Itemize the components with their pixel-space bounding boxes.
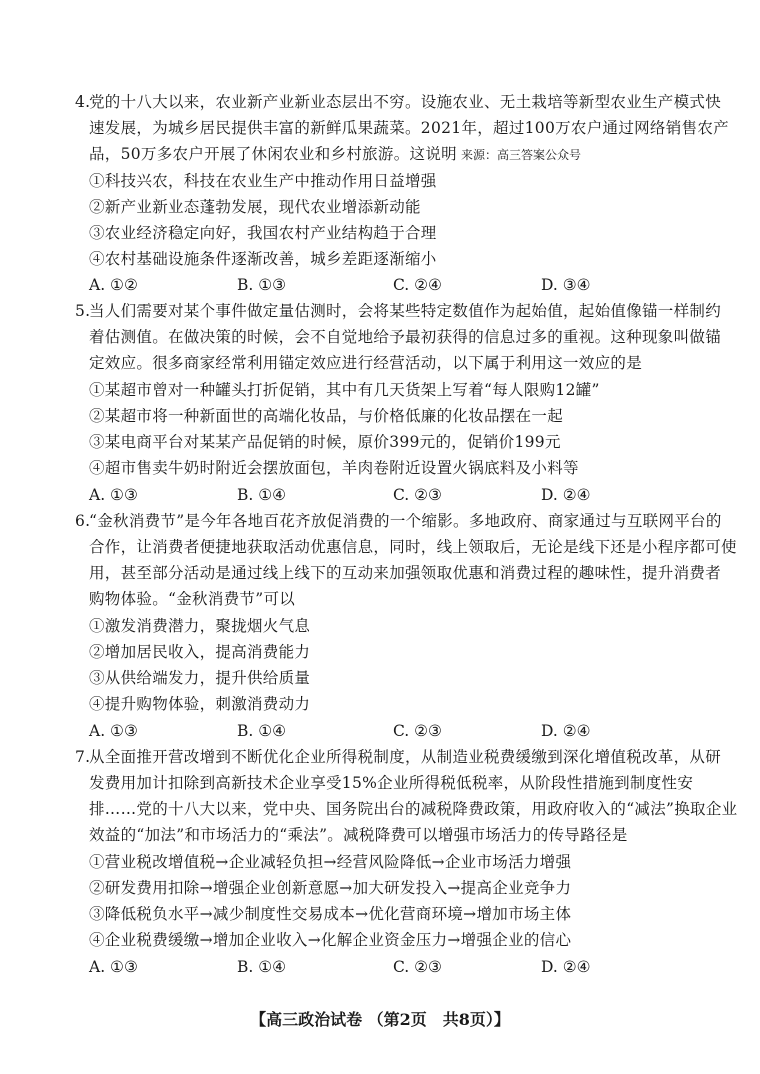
question-stem-line: 定效应。很多商家经常利用锚定效应进行经营活动，以下属于利用这一效应的是	[89, 354, 643, 372]
option-statement: ③降低税负水平→减少制度性交易成本→优化营商环境→增加市场主体	[89, 905, 572, 923]
page-footer: 【高三政治试卷 （第2页 共8页）】	[250, 1010, 510, 1029]
answer-choices	[89, 957, 609, 977]
choice-d: D. ②④	[541, 486, 591, 504]
option-statement: ④农村基础设施条件逐渐改善，城乡差距逐渐缩小	[89, 250, 437, 268]
question-stem-line: 用，甚至部分活动是通过线上线下的互动来加强领取优惠和消费过程的趣味性，提升消费者	[89, 564, 722, 582]
choice-d: D. ③④	[541, 276, 591, 294]
question-stem-line: 当人们需要对某个事件做定量估测时，会将某些特定数值作为起始值，起始值像锚一样制约	[89, 302, 722, 320]
choice-c: C. ②③	[393, 958, 442, 976]
choice-c: C. ②③	[393, 722, 442, 740]
choice-d: D. ②④	[541, 722, 591, 740]
option-statement: ①某超市曾对一种罐头打折促销，其中有几天货架上写着“每人限购12罐”	[89, 381, 600, 399]
option-statement: ②新产业新业态蓬勃发展，现代农业增添新动能	[89, 198, 421, 216]
choice-b: B. ①④	[237, 486, 287, 504]
option-statement: ①激发消费潜力，聚拢烟火气息	[89, 617, 311, 635]
question-stem-line: 购物体验。“金秋消费节”可以	[89, 590, 296, 608]
option-statement: ②某超市将一种新面世的高端化妆品，与价格低廉的化妆品摆在一起	[89, 407, 564, 425]
choice-c: C. ②④	[393, 276, 442, 294]
question-stem-line: 发费用加计扣除到高新技术企业享受15%企业所得税低税率，从阶段性措施到制度性安	[89, 774, 694, 792]
option-statement: ③从供给端发力，提升供给质量	[89, 669, 311, 687]
option-statement: ①营业税改增值税→企业减轻负担→经营风险降低→企业市场活力增强	[89, 853, 572, 871]
question-number: 7.	[75, 748, 91, 766]
source-note: 来源：高三答案公众号	[460, 148, 581, 162]
choice-a: A. ①②	[89, 276, 138, 294]
option-statement: ④超市售卖牛奶时附近会摆放面包，羊肉卷附近设置火锅底料及小料等	[89, 459, 579, 477]
choice-a: A. ①③	[89, 486, 138, 504]
question-number: 6.	[75, 512, 91, 530]
question-number: 5.	[75, 302, 91, 320]
option-statement: ②研发费用扣除→增强企业创新意愿→加大研发投入→提高企业竞争力	[89, 879, 572, 897]
question-stem-line-with-source	[89, 144, 581, 165]
question-stem-line: 排……党的十八大以来，党中央、国务院出台的减税降费政策，用政府收入的“减法”换取企业	[89, 800, 738, 818]
answer-choices	[89, 485, 609, 505]
question-stem-line: 党的十八大以来，农业新产业新业态层出不穷。设施农业、无土栽培等新型农业生产模式快	[89, 93, 722, 111]
question-stem-line: 合作，让消费者便捷地获取活动优惠信息，同时，线上领取后，无论是线下还是小程序都可使	[89, 538, 737, 556]
question-stem-text: 品，50万多农户开展了休闲农业和乡村旅游。这说明	[89, 145, 457, 163]
option-statement: ①科技兴农，科技在农业生产中推动作用日益增强	[89, 172, 437, 190]
option-statement: ③某电商平台对某某产品促销的时候，原价399元的，促销价199元	[89, 433, 561, 451]
choice-d: D. ②④	[541, 958, 591, 976]
option-statement: ②增加居民收入，提高消费能力	[89, 643, 311, 661]
choice-b: B. ①③	[237, 276, 287, 294]
answer-choices	[89, 721, 609, 741]
question-stem-line: “金秋消费节”是今年各地百花齐放促消费的一个缩影。多地政府、商家通过与互联网平台的	[89, 512, 722, 530]
choice-a: A. ①③	[89, 722, 138, 740]
option-statement: ④企业税费缓缴→增加企业收入→化解企业资金压力→增强企业的信心	[89, 931, 572, 949]
question-stem-line: 速发展，为城乡居民提供丰富的新鲜瓜果蔬菜。2021年，超过100万农户通过网络销售农产	[89, 119, 729, 137]
question-number: 4.	[75, 93, 91, 111]
answer-choices	[89, 275, 609, 295]
question-stem-line: 着估测值。在做决策的时候，会不自觉地给予最初获得的信息过多的重视。这种现象叫做锚	[89, 328, 722, 346]
choice-b: B. ①④	[237, 722, 287, 740]
option-statement: ④提升购物体验，刺激消费动力	[89, 695, 311, 713]
choice-a: A. ①③	[89, 958, 138, 976]
option-statement: ③农业经济稳定向好，我国农村产业结构趋于合理	[89, 224, 437, 242]
question-stem-line: 从全面推开营改增到不断优化企业所得税制度，从制造业税费缓缴到深化增值税改革，从研	[89, 748, 722, 766]
choice-c: C. ②③	[393, 486, 442, 504]
choice-b: B. ①④	[237, 958, 287, 976]
question-stem-line: 效益的“加法”和市场活力的“乘法”。减税降费可以增强市场活力的传导路径是	[89, 826, 628, 844]
